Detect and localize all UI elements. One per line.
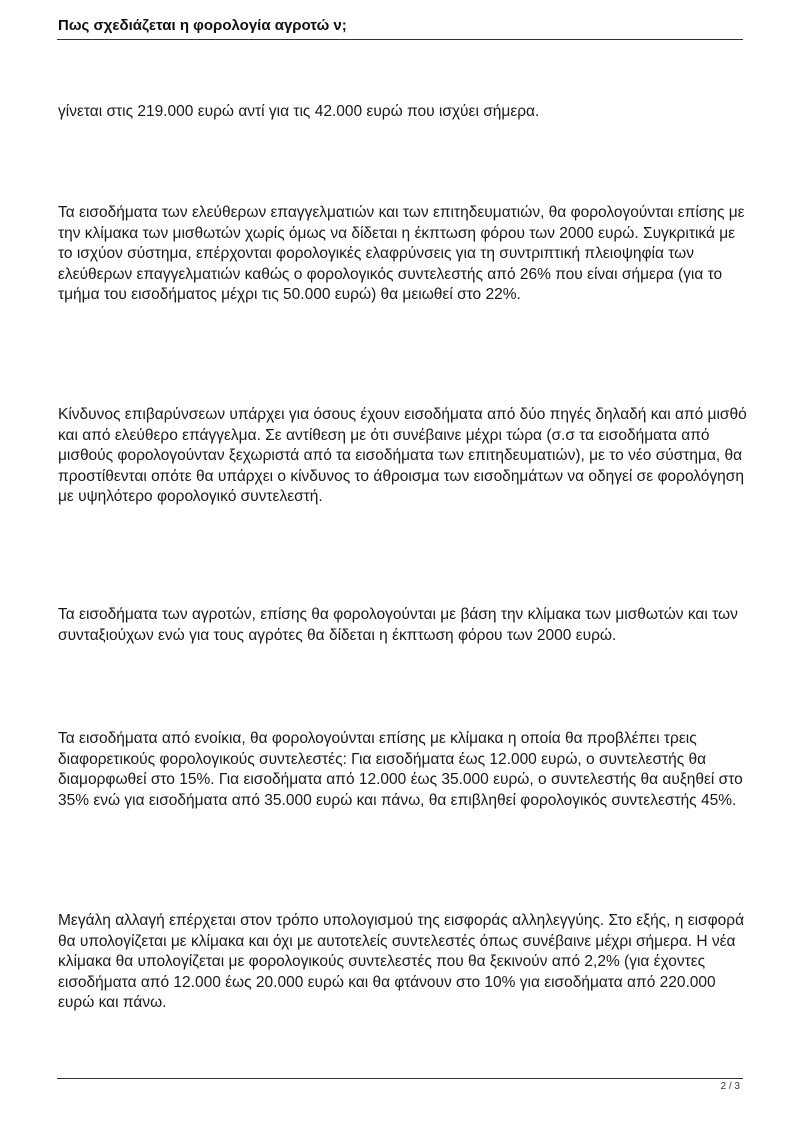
paragraph-5: Τα εισοδήματα από ενοίκια, θα φορολογούνται επίσης με κλίμακα η οποία θα προβλέπει τρεις διαφορετικούς φορολογικούς συντελεστές: Για εισοδήματα έως 12.000 ευρώ, ο συντελεστής θα διαμορφωθεί στο 15%. Για εισοδήματα από 12.000 έως 35.000 ευρώ, ο συντελεστής θα αυξηθεί στο 35% ενώ για εισοδήματα από 35.000 ευρώ και πάνω, θα επιβληθεί φορολογικός συντελεστής 45%. (58, 730, 743, 809)
paragraph-2: Τα εισοδήματα των ελεύθερων επαγγελματιών και των επιτηδευματιών, θα φορολογούνται επίσης με την κλίμακα των μισθωτών χωρίς όμως να δίδεται η έκπτωση φόρου των 2000 ευρώ. Συγκριτικά με το ισχύον σύστημα, επέρχονται φορολογικές ελαφρύνσεις για τη συντριπτική πλειοψηφία των ελεύθερων επαγγελματιών καθώς ο φορολογικός συντελεστής από 26% που είναι σήμερα (για το τμήμα του εισοδήματος μέχρι τις 50.000 ευρώ) θα μειωθεί στο 22%. (58, 204, 745, 303)
footer-divider (57, 1078, 743, 1079)
page-title: Πως σχεδιάζεται η φορολογία αγροτώ ν; (58, 17, 347, 34)
paragraph-1: γίνεται στις 219.000 ευρώ αντί για τις 42.000 ευρώ που ισχύει σήμερα. (58, 103, 540, 120)
paragraph-6: Μεγάλη αλλαγή επέρχεται στον τρόπο υπολογισμού της εισφοράς αλληλεγγύης. Στο εξής, η εισφορά θα υπολογίζεται με κλίμακα και όχι με αυτοτελείς συντελεστές όπως συνέβαινε μέχρι σήμερα. Η νέα κλίμακα θα υπολογίζεται με φορολογικούς συντελεστές που θα ξεκινούν από 2,2% (για έχοντες εισοδήματα από 12.000 έως 20.000 ευρώ και θα φτάνουν στο 10% για εισοδήματα από 220.000 ευρώ και πάνω. (58, 912, 745, 1011)
page-number: 2 / 3 (720, 1081, 740, 1092)
paragraph-4: Τα εισοδήματα των αγροτών, επίσης θα φορολογούνται με βάση την κλίμακα των μισθωτών και των συνταξιούχων ενώ για τους αγρότες θα δίδεται η έκπτωση φόρου των 2000 ευρώ. (58, 606, 738, 644)
paragraph-3: Κίνδυνος επιβαρύνσεων υπάρχει για όσους έχουν εισοδήματα από δύο πηγές δηλαδή και από μισθό και από ελεύθερο επάγγελμα. Σε αντίθεση με ότι συνέβαινε μέχρι τώρα (σ.σ τα εισοδήματα από μισθούς φορολογούνταν ξεχωριστά από τα εισοδήματα των επιτηδευματιών), με το νέο σύστημα, θα προστίθενται οπότε θα υπάρχει ο κίνδυνος το άθροισμα των εισοδημάτων να οδηγεί σε φορολόγηση με υψηλότερο φορολογικό συντελεστή. (58, 406, 747, 505)
header-divider (57, 39, 743, 40)
